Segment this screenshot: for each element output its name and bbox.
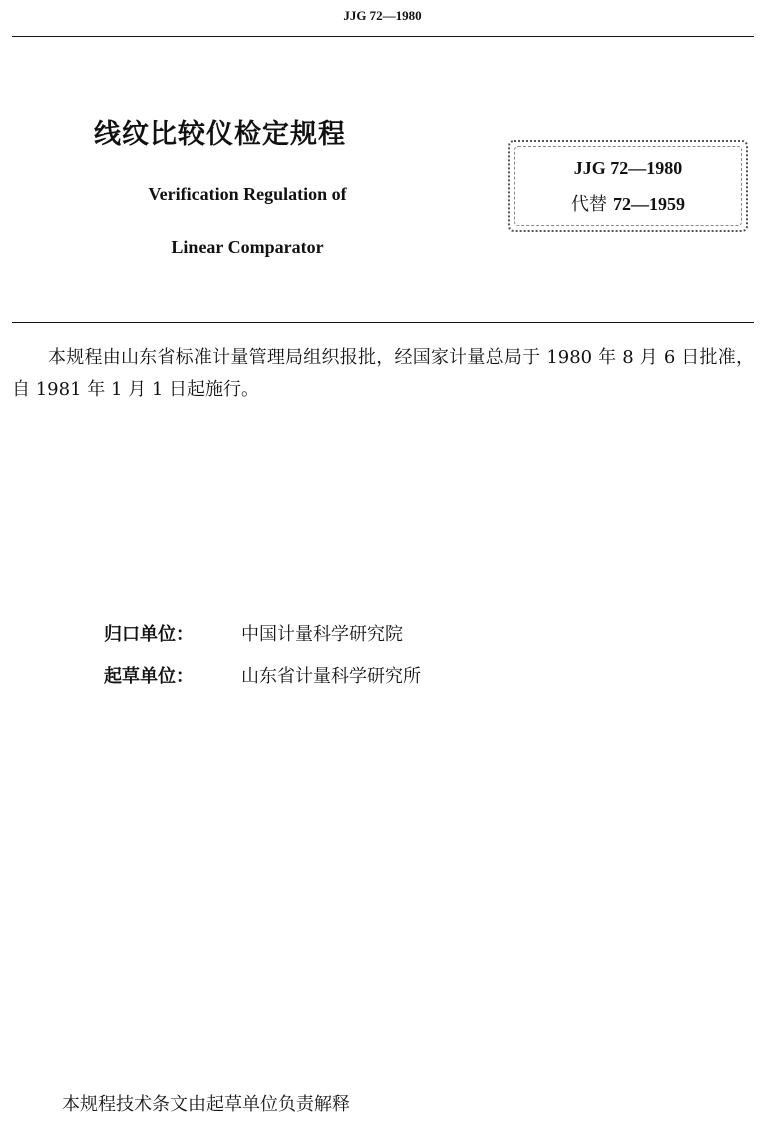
section-divider bbox=[12, 322, 754, 323]
responsible-unit-value: 中国计量科学研究院 bbox=[241, 624, 403, 645]
drafting-unit-row bbox=[104, 662, 421, 688]
replaces-label: 代替 bbox=[571, 194, 607, 215]
drafting-unit-label: 起草单位： bbox=[104, 666, 194, 687]
title-english-line1: Verification Regulation of bbox=[148, 184, 347, 204]
interpretation-note: 本规程技术条文由起草单位负责解释 bbox=[62, 1094, 350, 1115]
drafting-unit-value: 山东省计量科学研究所 bbox=[241, 666, 421, 687]
title-chinese: 线纹比较仪检定规程 bbox=[94, 119, 346, 150]
running-header: JJG 72—1980 bbox=[343, 8, 422, 23]
approval-statement: 本规程由山东省标准计量管理局组织报批，经国家计量总局于 1980 年 8 月 6 日批准，自 1981 年 1 月 1 日起施行。 bbox=[12, 347, 754, 400]
title-english-line2: Linear Comparator bbox=[171, 237, 324, 257]
header-divider bbox=[12, 36, 754, 37]
replaces-line bbox=[510, 190, 746, 216]
standard-code-box bbox=[508, 140, 748, 232]
standard-code: JJG 72—1980 bbox=[573, 158, 683, 178]
responsible-unit-row bbox=[104, 620, 403, 646]
replaced-code: 72—1959 bbox=[613, 194, 685, 214]
responsible-unit-label: 归口单位： bbox=[104, 624, 194, 645]
